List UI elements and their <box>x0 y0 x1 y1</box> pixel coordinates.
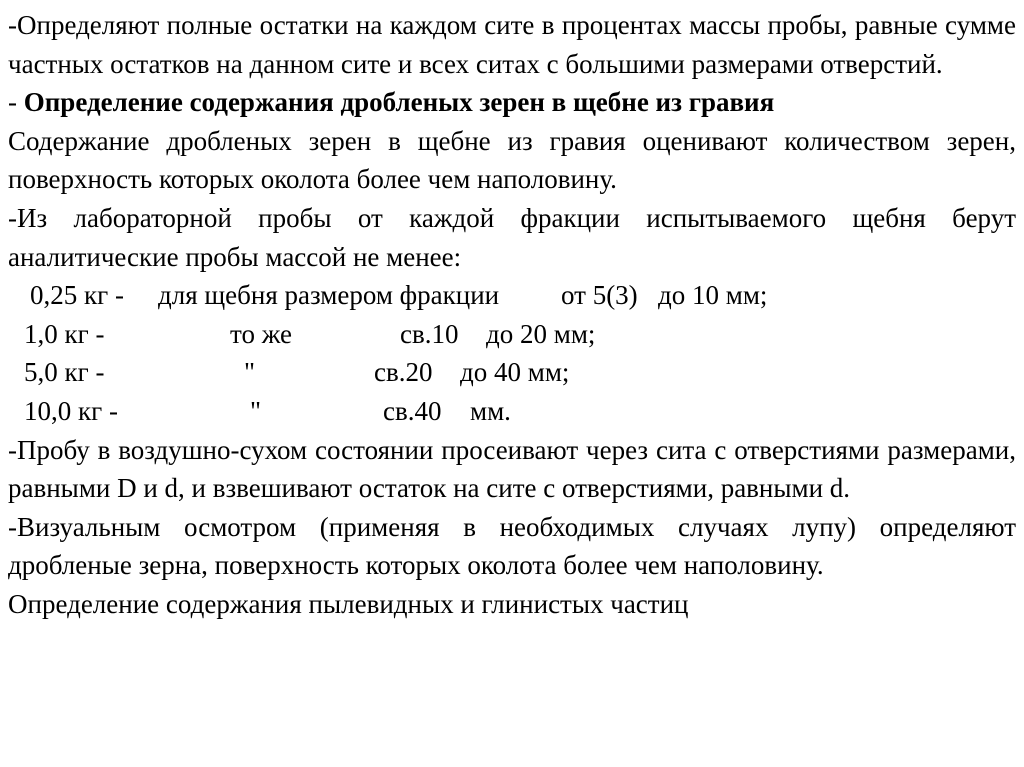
paragraph-analytical-samples: -Из лабораторной пробы от каждой фракции испытываемого щебня берут аналитические пробы массой не менее: <box>8 202 1016 272</box>
size-from: св.20 <box>374 357 433 388</box>
mass-value: 0,25 кг - <box>30 280 124 311</box>
mass-value: 10,0 кг - <box>24 395 118 426</box>
fraction-description: " <box>250 395 262 426</box>
section-heading-dust-clay: Определение содержания пылевидных и глинистых частиц <box>8 588 689 619</box>
paragraph-crushed-content: Содержание дробленых зерен в щебне из гравия оценивают количеством зерен, поверхность которых околота более чем наполовину. <box>8 125 1016 195</box>
mass-row <box>8 353 1016 392</box>
section-heading-crushed-grains <box>8 83 1016 122</box>
paragraph-sieving: -Пробу в воздушно-сухом состоянии просеивают через сита с отверстиями размерами, равными D и d, и взвешивают остаток на сите с отверстиями, равными d. <box>8 434 1016 504</box>
size-from: св.40 <box>383 395 442 426</box>
mass-table <box>8 276 1016 430</box>
mass-row <box>8 392 1016 431</box>
size-to: до 40 мм; <box>460 357 570 388</box>
heading-dash: - <box>8 87 24 118</box>
size-from: св.10 <box>400 318 459 349</box>
mass-row <box>8 315 1016 354</box>
mass-value: 5,0 кг - <box>24 357 105 388</box>
heading-bold-text: Определение содержания дробленых зерен в щебне из гравия <box>23 87 775 118</box>
fraction-description: " <box>244 357 256 388</box>
fraction-description: для щебня размером фракции <box>158 280 500 311</box>
mass-row <box>8 276 1016 315</box>
size-to: до 10 мм; <box>658 280 768 311</box>
paragraph-sieve-residue: -Определяют полные остатки на каждом сите в процентах массы пробы, равные сумме частных остатков на данном сите и всех ситах с большими размерами отверстий. <box>8 10 1016 79</box>
paragraph-visual-inspection: -Визуальным осмотром (применяя в необходимых случаях лупу) определяют дробленые зерна, поверхность которых околота более чем наполовину. <box>8 511 1016 581</box>
size-from: от 5(3) <box>561 280 638 311</box>
size-to: мм. <box>470 395 511 426</box>
size-to: до 20 мм; <box>486 318 596 349</box>
mass-value: 1,0 кг - <box>24 318 105 349</box>
document-body <box>8 6 1016 624</box>
fraction-description: то же <box>230 318 292 349</box>
